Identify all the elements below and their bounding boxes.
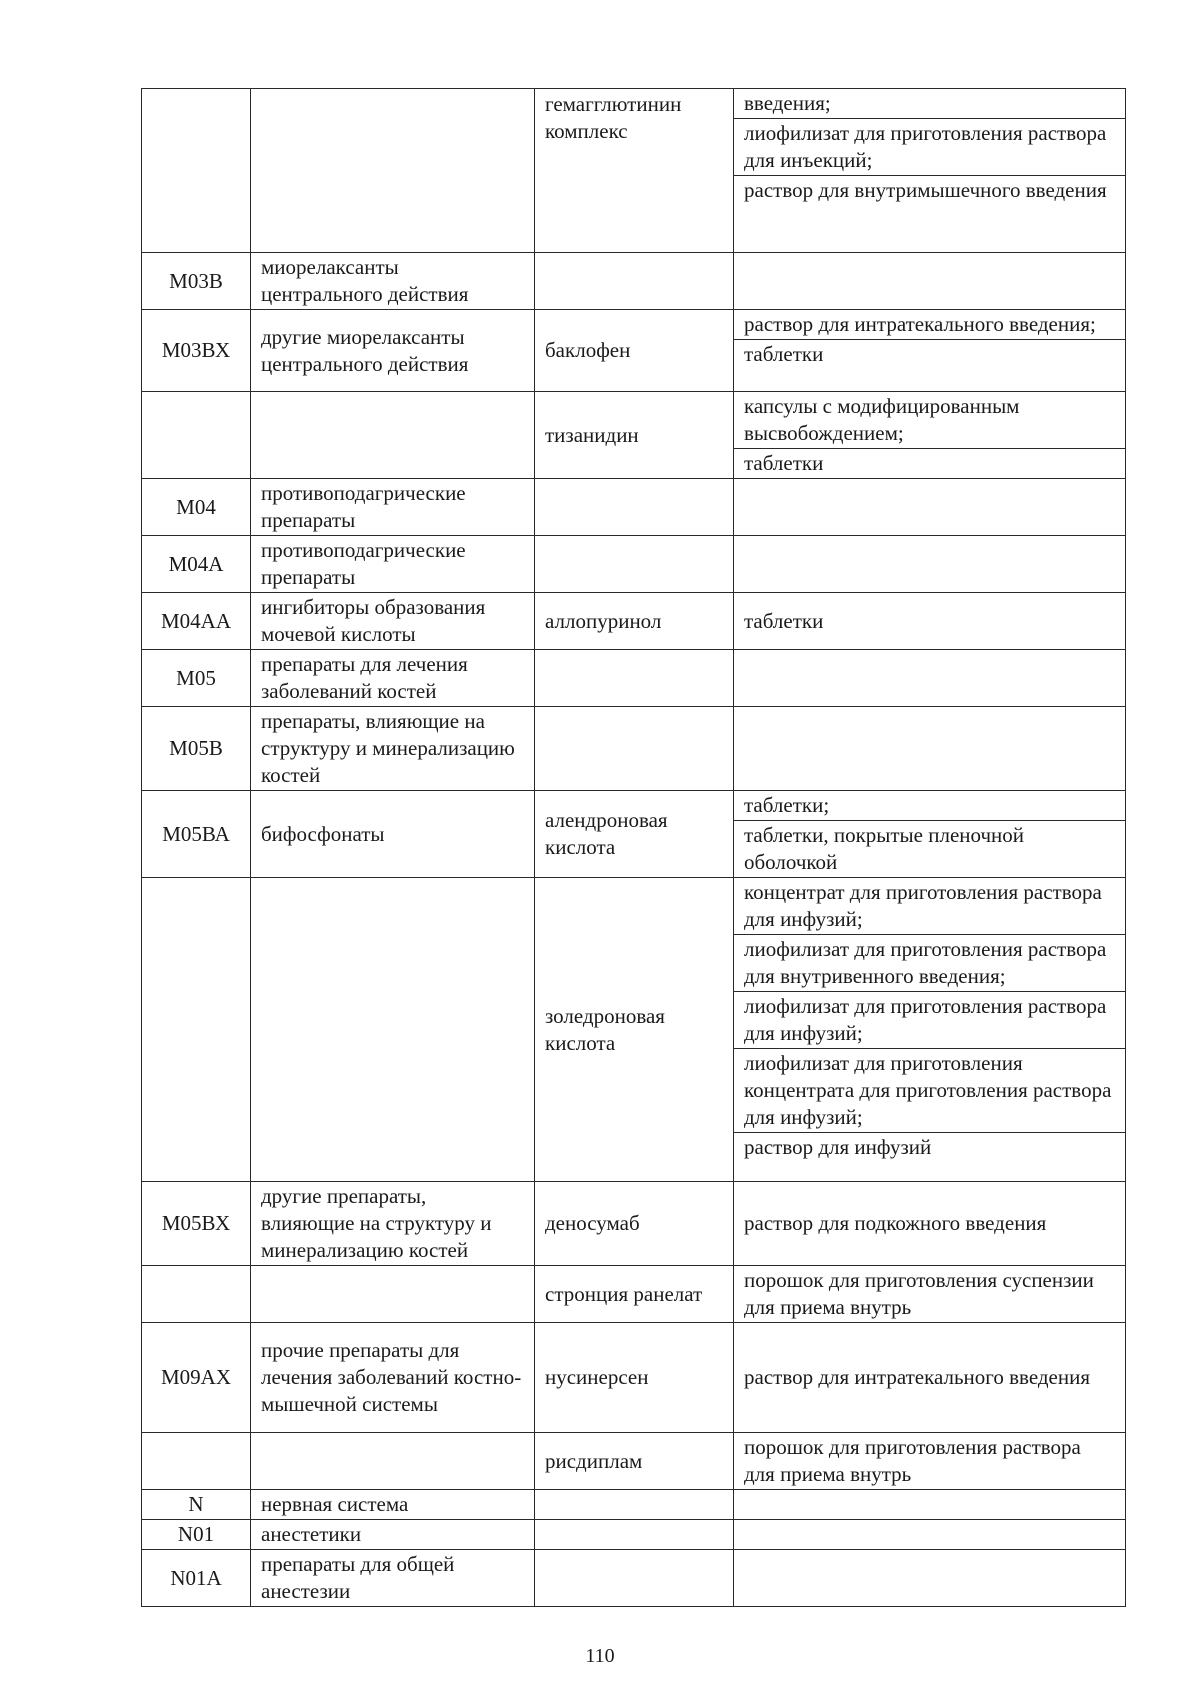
group-name-cell: прочие препараты для лечения заболеваний костно-мышечной системы xyxy=(251,1323,535,1433)
dosage-form-item: раствор для инфузий xyxy=(734,1132,1125,1162)
table-row xyxy=(142,1520,1126,1550)
dosage-form-item: раствор для интратекального введения xyxy=(744,1365,1091,1389)
dosage-forms-cell xyxy=(734,1520,1126,1550)
table-row xyxy=(142,310,1126,392)
table-row xyxy=(142,479,1126,536)
dosage-form-item: раствор для интратекального введения; xyxy=(744,312,1096,336)
dosage-form-item: таблетки xyxy=(744,608,824,633)
atc-code-cell: М03ВХ xyxy=(142,310,251,392)
table-row xyxy=(142,1550,1126,1607)
group-name-cell: противоподагрические препараты xyxy=(251,479,535,536)
drug-name-cell: баклофен xyxy=(535,310,734,392)
atc-code-cell xyxy=(142,1266,251,1323)
dosage-form-item: лиофилизат для приготовления раствора для инфузий; xyxy=(734,991,1125,1048)
atc-code-cell: М04А xyxy=(142,536,251,593)
table-row xyxy=(142,650,1126,707)
group-name-cell: нервная система xyxy=(251,1490,535,1520)
dosage-forms-cell xyxy=(734,536,1126,593)
atc-code-cell: М09АХ xyxy=(142,1323,251,1433)
dosage-forms-cell xyxy=(734,392,1126,479)
group-name-cell xyxy=(251,1266,535,1323)
dosage-form-item: раствор для подкожного введения xyxy=(744,1211,1047,1235)
table-row xyxy=(142,253,1126,310)
atc-code-cell: М05ВА xyxy=(142,791,251,878)
atc-code-cell xyxy=(142,89,251,253)
drug-name-cell: гемагглютинин комплекс xyxy=(535,89,734,253)
group-name-cell xyxy=(251,1433,535,1490)
dosage-form-item: таблетки xyxy=(734,448,1125,478)
dosage-forms-cell xyxy=(734,89,1126,253)
dosage-form-item: лиофилизат для приготовления раствора для внутривенного введения; xyxy=(734,934,1125,991)
dosage-form-item: концентрат для приготовления раствора для инфузий; xyxy=(744,880,1102,931)
drug-name-cell xyxy=(535,536,734,593)
group-name-cell: другие миорелаксанты центрального действия xyxy=(251,310,535,392)
atc-code-cell: М03В xyxy=(142,253,251,310)
drug-name-cell: деносумаб xyxy=(535,1182,734,1266)
table-row xyxy=(142,1266,1126,1323)
dosage-form-item: раствор для внутримышечного введения xyxy=(734,175,1125,205)
dosage-form-item: таблетки xyxy=(734,339,1125,369)
group-name-cell: противоподагрические препараты xyxy=(251,536,535,593)
table-row xyxy=(142,1490,1126,1520)
group-name-cell: препараты для лечения заболеваний костей xyxy=(251,650,535,707)
dosage-forms-cell xyxy=(734,1266,1126,1323)
group-name-cell xyxy=(251,89,535,253)
dosage-form-item: таблетки, покрытые пленочной оболочкой xyxy=(734,820,1125,877)
dosage-forms-cell xyxy=(734,1182,1126,1266)
drug-name-cell xyxy=(535,1550,734,1607)
drug-name-cell xyxy=(535,253,734,310)
dosage-form-item: таблетки; xyxy=(744,793,830,817)
table-row xyxy=(142,89,1126,253)
atc-code-cell: М04 xyxy=(142,479,251,536)
table-row xyxy=(142,392,1126,479)
table-row xyxy=(142,878,1126,1182)
dosage-form-item: введения; xyxy=(744,91,831,115)
dosage-forms-cell xyxy=(734,650,1126,707)
group-name-cell: бифосфонаты xyxy=(251,791,535,878)
table-row xyxy=(142,707,1126,791)
drug-name-cell xyxy=(535,707,734,791)
group-name-cell: ингибиторы образования мочевой кислоты xyxy=(251,593,535,650)
atc-code-cell xyxy=(142,878,251,1182)
dosage-forms-cell xyxy=(734,1550,1126,1607)
dosage-forms-cell xyxy=(734,878,1126,1182)
dosage-forms-cell xyxy=(734,1323,1126,1433)
atc-code-cell: М05ВХ xyxy=(142,1182,251,1266)
drug-name-cell: алендроновая кислота xyxy=(535,791,734,878)
group-name-cell: анестетики xyxy=(251,1520,535,1550)
dosage-forms-cell xyxy=(734,791,1126,878)
drug-table xyxy=(141,88,1126,1607)
atc-code-cell: N xyxy=(142,1490,251,1520)
table-row xyxy=(142,593,1126,650)
dosage-form-item: порошок для приготовления суспензии для приема внутрь xyxy=(744,1268,1094,1319)
dosage-form-item: порошок для приготовления раствора для приема внутрь xyxy=(744,1435,1081,1486)
atc-code-cell: М05 xyxy=(142,650,251,707)
table-row xyxy=(142,791,1126,878)
table-row xyxy=(142,1433,1126,1490)
drug-name-cell: золедроновая кислота xyxy=(535,878,734,1182)
table-row xyxy=(142,536,1126,593)
dosage-forms-cell xyxy=(734,253,1126,310)
group-name-cell: другие препараты, влияющие на структуру и минерализацию костей xyxy=(251,1182,535,1266)
drug-name-cell xyxy=(535,1490,734,1520)
group-name-cell xyxy=(251,392,535,479)
dosage-forms-cell xyxy=(734,479,1126,536)
group-name-cell: препараты для общей анестезии xyxy=(251,1550,535,1607)
drug-name-cell: стронция ранелат xyxy=(535,1266,734,1323)
dosage-form-item: лиофилизат для приготовления концентрата для приготовления раствора для инфузий; xyxy=(734,1048,1125,1132)
atc-code-cell xyxy=(142,392,251,479)
dosage-form-item: капсулы с модифицированным высвобождением; xyxy=(744,394,1020,445)
dosage-forms-cell xyxy=(734,593,1126,650)
drug-name-cell: тизанидин xyxy=(535,392,734,479)
group-name-cell xyxy=(251,878,535,1182)
group-name-cell: препараты, влияющие на структуру и минерализацию костей xyxy=(251,707,535,791)
drug-name-cell xyxy=(535,1520,734,1550)
atc-code-cell: N01 xyxy=(142,1520,251,1550)
drug-name-cell xyxy=(535,650,734,707)
page-number: 110 xyxy=(585,1645,615,1667)
atc-code-cell: М05В xyxy=(142,707,251,791)
drug-name-cell: аллопуринол xyxy=(535,593,734,650)
drug-name-cell: рисдиплам xyxy=(535,1433,734,1490)
atc-code-cell xyxy=(142,1433,251,1490)
dosage-forms-cell xyxy=(734,310,1126,392)
dosage-forms-cell xyxy=(734,1433,1126,1490)
atc-code-cell: N01А xyxy=(142,1550,251,1607)
table-row xyxy=(142,1182,1126,1266)
group-name-cell: миорелаксанты центрального действия xyxy=(251,253,535,310)
drug-name-cell: нусинерсен xyxy=(535,1323,734,1433)
drug-name-cell xyxy=(535,479,734,536)
atc-code-cell: М04АА xyxy=(142,593,251,650)
dosage-form-item: лиофилизат для приготовления раствора для инъекций; xyxy=(734,118,1125,175)
dosage-forms-cell xyxy=(734,1490,1126,1520)
table-row xyxy=(142,1323,1126,1433)
table-body xyxy=(142,89,1126,1607)
dosage-forms-cell xyxy=(734,707,1126,791)
